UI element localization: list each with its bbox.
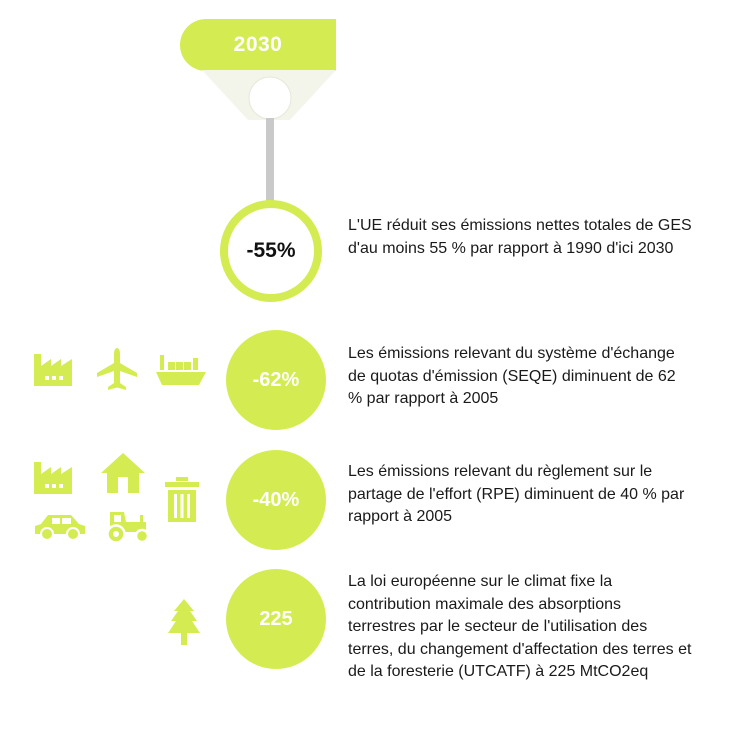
factory-icon	[32, 458, 74, 496]
tractor-icon	[102, 508, 152, 544]
target-disc-40: -40%	[226, 450, 326, 550]
factory-icon	[32, 350, 74, 388]
trash-bin-icon	[162, 476, 202, 524]
target-disc-62: -62%	[226, 330, 326, 430]
step-description-4: La loi européenne sur le climat fixe la contribution maximale des absorptions terrestres par le secteur de l'utilisation des terres, du changement d'affectation des terres et de la foresterie (UTCATF) à 225 MtCO2eq	[348, 573, 692, 681]
car-icon	[33, 512, 87, 542]
timeline-stem	[266, 118, 274, 202]
target-ring-55: -55%	[220, 200, 322, 302]
target-disc-225: 225	[226, 569, 326, 669]
step-description-3: Les émissions relevant du règlement sur le partage de l'effort (RPE) diminuent de 40 % par rapport à 2005	[348, 463, 685, 526]
year-label: 2030	[233, 33, 283, 56]
pine-tree-icon	[166, 597, 202, 647]
step-description-1: L'UE réduit ses émissions nettes totales de GES d'au moins 55 % par rapport à 1990 d'ici 2030	[348, 217, 692, 257]
ship-icon	[155, 352, 207, 388]
airplane-icon	[95, 346, 139, 392]
step-description-2: Les émissions relevant du système d'échange de quotas d'émission (SEQE) diminuent de 62 % par rapport à 2005	[348, 345, 676, 408]
funnel-icon	[180, 70, 360, 122]
house-icon	[99, 451, 147, 495]
